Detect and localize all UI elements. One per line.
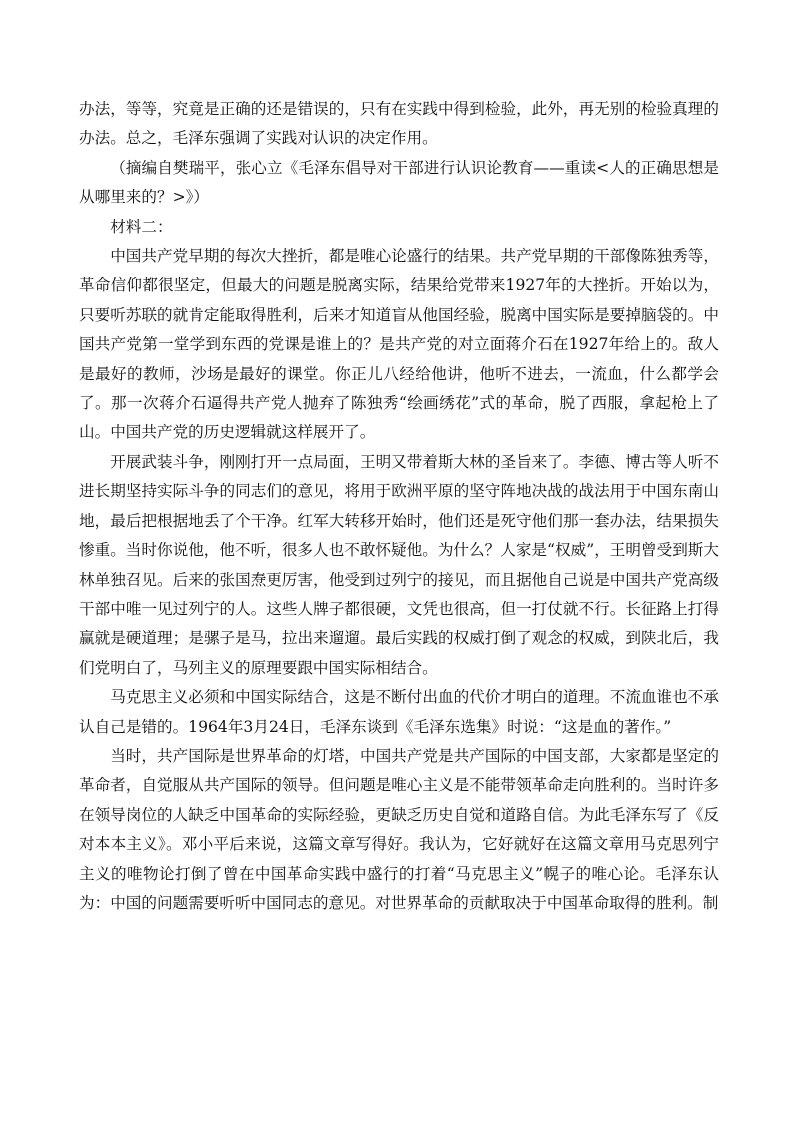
paragraph-continuation: 办法，等等，究竟是正确的还是错误的，只有在实践中得到检验，此外，再无别的检验真理的办法。总之，毛泽东强调了实践对认识的决定作用。 [79,100,719,148]
paragraph: 开展武装斗争，刚刚打开一点局面，王明又带着斯大林的圣旨来了。李德、博古等人听不进长期坚持实际斗争的同志们的意见，将用于欧洲平原的坚守阵地决战的战法用于中国东南山地，最后把根据地丢了个干净。红军大转移开始时，他们还是死守他们那一套办法，结果损失惨重。当时你说他，他不听，很多人也不敢怀疑他。为什么？人家是“权威”，王明曾受到斯大林单独召见。后来的张国焘更厉害，他受到过列宁的接见，而且据他自己说是中国共产党高级干部中唯一见过列宁的人。这些人牌子都很硬，文凭也很高，但一打仗就不行。长征路上打得赢就是硬道理；是骡子是马，拉出来遛遛。最后实践的权威打倒了观念的权威，到陕北后，我们党明白了，马列主义的原理要跟中国实际相结合。 [79,452,719,677]
paragraph: 中国共产党早期的每次大挫折，都是唯心论盛行的结果。共产党早期的干部像陈独秀等，革命信仰都很坚定，但最大的问题是脱离实际，结果给党带来1927年的大挫折。开始以为，只要听苏联的就肯定能取得胜利，后来才知道盲从他国经验，脱离中国实际是要掉脑袋的。中国共产党第一堂学到东西的党课是谁上的？是共产党的对立面蒋介石在1927年给上的。敌人是最好的教师，沙场是最好的课堂。你正儿八经给他讲，他听不进去，一流血，什么都学会了。那一次蒋介石逼得共产党人抛弃了陈独秀“绘画绣花”式的革命，脱了西服，拿起枪上了山。中国共产党的历史逻辑就这样展开了。 [79,247,719,442]
paragraph: 马克思主义必须和中国实际结合，这是不断付出血的代价才明白的道理。不流血谁也不承认自己是错的。1964年3月24日，毛泽东谈到《毛泽东选集》时说：“这是血的著作。” [79,688,719,736]
source-citation: （摘编自樊瑞平，张心立《毛泽东倡导对干部进行认识论教育——重读<人的正确思想是从哪里来的？>》） [79,158,719,207]
document-body [79,95,719,918]
paragraph: 当时，共产国际是世界革命的灯塔，中国共产党是共产国际的中国支部，大家都是坚定的革命者，自觉服从共产国际的领导。但问题是唯心主义是不能带领革命走向胜利的。当时许多在领导岗位的人缺乏中国革命的实际经验，更缺乏历史自觉和道路自信。为此毛泽东写了《反对本本主义》。邓小平后来说，这篇文章写得好。我认为，它好就好在这篇文章用马克思列宁主义的唯物论打倒了曾在中国革命实践中盛行的打着“马克思主义”幌子的唯心论。毛泽东认为：中国的问题需要听听中国同志的意见。对世界革命的贡献取决于中国革命取得的胜利。制 [79,746,719,912]
section-heading-material-two: 材料二： [110,217,173,236]
